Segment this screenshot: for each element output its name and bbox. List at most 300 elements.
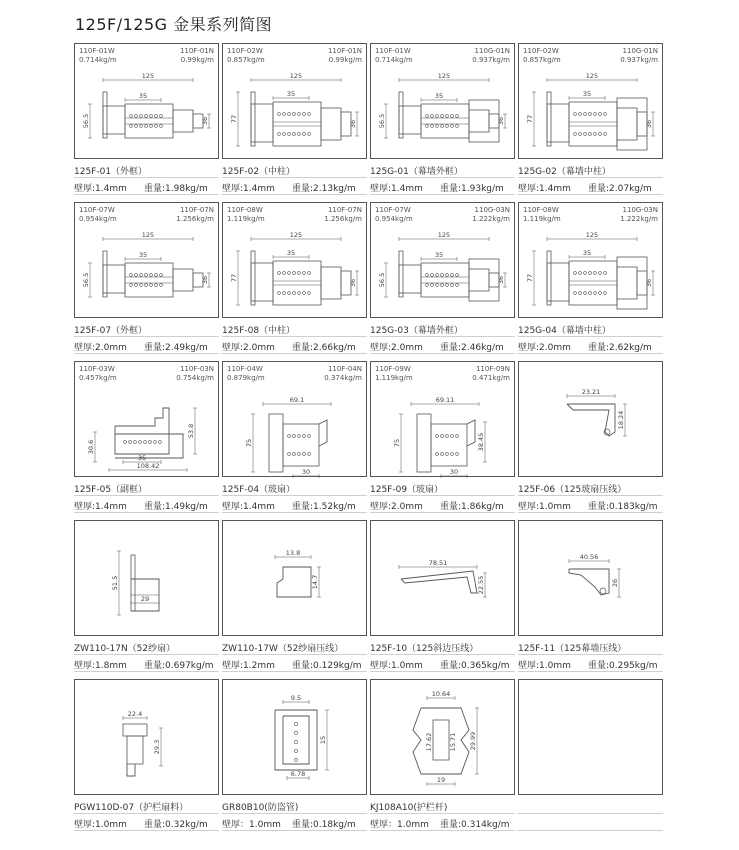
- profile-rect: [547, 104, 569, 142]
- dimension-label: 69.11: [435, 396, 455, 404]
- thermal-strip: [149, 441, 152, 444]
- part-code-left: 110F-03W 0.457kg/m: [79, 365, 117, 382]
- separator-line: [222, 194, 367, 195]
- profile-card-125f-09: [370, 361, 515, 477]
- thermal-strip: [441, 115, 444, 118]
- thermal-strip: [140, 115, 143, 118]
- thermal-strip: [574, 133, 577, 136]
- profile-rect: [294, 722, 297, 725]
- separator-line: [370, 495, 515, 496]
- profile-card-125f-04: [222, 361, 367, 477]
- thermal-strip: [308, 453, 311, 456]
- profile-name: 125G-04（幕墙中柱）: [518, 326, 611, 336]
- thermal-strip: [135, 125, 138, 128]
- profile-drawing: [223, 521, 368, 637]
- profile-rect: [469, 100, 499, 142]
- profile-drawing: [519, 680, 664, 796]
- dimension-label: 36: [201, 116, 209, 126]
- part-code-right: 110F-07N 1.256kg/m: [176, 206, 214, 223]
- unit-weight: 重量:0.365kg/m: [440, 661, 510, 671]
- profile-rect: [251, 92, 255, 146]
- thermal-strip: [451, 115, 454, 118]
- dimension-label: 35: [286, 90, 296, 98]
- separator-line: [370, 177, 515, 178]
- profile-name: 125G-03（幕墙外框）: [370, 326, 463, 336]
- part-code-right: 110F-03N 0.754kg/m: [176, 365, 214, 382]
- thermal-strip: [160, 115, 163, 118]
- part-code-right: 110G-03N 1.222kg/m: [620, 206, 658, 223]
- separator-line: [518, 671, 663, 672]
- dimension-label: 35: [286, 249, 296, 257]
- profile-drawing: [75, 203, 220, 319]
- dimension-label: 69.1: [289, 396, 305, 404]
- separator-line: [74, 671, 219, 672]
- thermal-strip: [288, 292, 291, 295]
- thermal-strip: [288, 453, 291, 456]
- profile-drawing: [371, 44, 516, 160]
- dimension-label: 78.51: [428, 559, 448, 567]
- dimension-label: 35: [138, 251, 148, 259]
- dimension-label: 125: [585, 72, 599, 80]
- separator-line: [370, 671, 515, 672]
- wall-thickness: 壁厚:1.2mm: [222, 661, 275, 671]
- thermal-strip: [150, 274, 153, 277]
- thermal-strip: [298, 292, 301, 295]
- separator-line: [518, 194, 663, 195]
- thermal-strip: [308, 113, 311, 116]
- dimension-label: 40.56: [579, 553, 599, 561]
- thermal-strip: [441, 284, 444, 287]
- profile-rect: [569, 261, 617, 305]
- thermal-strip: [456, 125, 459, 128]
- thermal-strip: [154, 441, 157, 444]
- separator-line: [518, 353, 663, 354]
- dimension-label: 35: [582, 249, 592, 257]
- profile-outline: [127, 764, 135, 776]
- thermal-strip: [303, 272, 306, 275]
- thermal-strip: [451, 274, 454, 277]
- thermal-strip: [446, 453, 449, 456]
- profile-drawing: [371, 680, 516, 796]
- profile-name: PGW110D-07（护栏扇料）: [74, 803, 189, 813]
- separator-line: [518, 336, 663, 337]
- profile-spec: [74, 817, 208, 830]
- profile-name: GR80B10(防盗管): [222, 803, 299, 813]
- profile-rect: [251, 104, 273, 142]
- profile-rect: [469, 259, 499, 301]
- thermal-strip: [303, 292, 306, 295]
- dimension-label: 125: [437, 72, 451, 80]
- profile-card-125f-08: [222, 202, 367, 318]
- separator-line: [518, 813, 663, 814]
- thermal-strip: [139, 441, 142, 444]
- thermal-strip: [579, 133, 582, 136]
- thermal-strip: [129, 441, 132, 444]
- thermal-strip: [456, 453, 459, 456]
- thermal-strip: [150, 115, 153, 118]
- separator-line: [74, 353, 219, 354]
- wall-thickness: 壁厚：1.0mm: [370, 820, 429, 830]
- thermal-strip: [426, 125, 429, 128]
- dimension-label: 36: [497, 116, 505, 126]
- profile-rect: [321, 108, 341, 140]
- part-code-left: 110F-02W 0.857kg/m: [227, 47, 265, 64]
- thermal-strip: [446, 435, 449, 438]
- thermal-strip: [298, 453, 301, 456]
- thermal-strip: [589, 272, 592, 275]
- part-code-left: 110F-02W 0.857kg/m: [523, 47, 561, 64]
- separator-line: [370, 512, 515, 513]
- thermal-strip: [303, 113, 306, 116]
- profile-drawing: [371, 203, 516, 319]
- unit-weight: 重量:0.697kg/m: [144, 661, 214, 671]
- thermal-strip: [134, 441, 137, 444]
- profile-rect: [617, 267, 637, 299]
- dimension-label: 56.5: [378, 113, 386, 129]
- dimension-label: 108.42: [136, 462, 160, 470]
- separator-line: [518, 654, 663, 655]
- profile-spec: [222, 658, 362, 671]
- thermal-strip: [446, 115, 449, 118]
- thermal-strip: [308, 133, 311, 136]
- profile-rect: [273, 261, 321, 305]
- thermal-strip: [426, 274, 429, 277]
- profile-drawing: [223, 44, 368, 160]
- dimension-label: 125: [437, 231, 451, 239]
- part-code-right: 110G-01N 0.937kg/m: [472, 47, 510, 64]
- part-code-left: 110F-01W 0.714kg/m: [79, 47, 117, 64]
- dimension-label: 15: [319, 735, 327, 745]
- profile-rect: [417, 414, 431, 472]
- thermal-strip: [599, 292, 602, 295]
- dimension-label: 77: [230, 114, 238, 124]
- thermal-strip: [599, 133, 602, 136]
- thermal-strip: [140, 274, 143, 277]
- thermal-strip: [308, 435, 311, 438]
- thermal-strip: [574, 272, 577, 275]
- unit-weight: 重量:0.295kg/m: [588, 661, 658, 671]
- profile-rect: [617, 108, 637, 140]
- dimension-label: 36: [349, 119, 357, 129]
- profile-name: 125F-10（125斜边压线）: [370, 644, 479, 654]
- profile-spec: [370, 499, 504, 512]
- thermal-strip: [278, 133, 281, 136]
- thermal-strip: [446, 284, 449, 287]
- dimension-label: 22.4: [127, 710, 143, 718]
- thermal-strip: [579, 272, 582, 275]
- thermal-strip: [604, 113, 607, 116]
- unit-weight: 重量:2.49kg/m: [144, 343, 208, 353]
- thermal-strip: [436, 125, 439, 128]
- profile-spec: [370, 658, 510, 671]
- profile-card-125f-11: [518, 520, 663, 636]
- wall-thickness: 壁厚:1.4mm: [74, 184, 127, 194]
- profile-rect: [123, 724, 147, 736]
- profile-card-125f-05: [74, 361, 219, 477]
- profile-outline: [115, 408, 169, 454]
- dimension-label: 35: [434, 92, 444, 100]
- thermal-strip: [303, 435, 306, 438]
- profile-rect: [399, 92, 403, 138]
- profile-rect: [399, 251, 403, 297]
- unit-weight: 重量:1.93kg/m: [440, 184, 504, 194]
- profile-card-zw110-17n: [74, 520, 219, 636]
- part-code-right: 110F-01N 0.99kg/m: [327, 47, 362, 64]
- thermal-strip: [278, 292, 281, 295]
- profile-rect: [431, 424, 467, 466]
- thermal-strip: [594, 272, 597, 275]
- profile-rect: [421, 263, 469, 297]
- unit-weight: 重量:1.86kg/m: [440, 502, 504, 512]
- separator-line: [74, 495, 219, 496]
- separator-line: [74, 177, 219, 178]
- separator-line: [74, 336, 219, 337]
- separator-line: [222, 830, 367, 831]
- unit-weight: 重量:2.46kg/m: [440, 343, 504, 353]
- profile-drawing: [519, 362, 664, 478]
- thermal-strip: [283, 272, 286, 275]
- thermal-strip: [308, 292, 311, 295]
- dimension-label: 53.8: [187, 423, 195, 439]
- profile-name: 125F-04（玻扇）: [222, 485, 296, 495]
- dimension-label: 9.5: [290, 694, 302, 702]
- unit-weight: 重量:0.18kg/m: [292, 820, 356, 830]
- thermal-strip: [293, 453, 296, 456]
- thermal-strip: [278, 272, 281, 275]
- separator-line: [222, 353, 367, 354]
- dimension-label: 6.78: [290, 770, 306, 778]
- dimension-label: 77: [526, 273, 534, 283]
- separator-line: [370, 194, 515, 195]
- dimension-label: 13.8: [285, 549, 301, 557]
- wall-thickness: 壁厚:2.0mm: [370, 502, 423, 512]
- profile-name: 125F-11（125幕墙压线）: [518, 644, 627, 654]
- thermal-strip: [599, 272, 602, 275]
- profile-rect: [547, 92, 551, 146]
- profile-rect: [399, 265, 421, 293]
- thermal-strip: [436, 115, 439, 118]
- profile-card-125f-01: [74, 43, 219, 159]
- thermal-strip: [293, 133, 296, 136]
- separator-line: [74, 512, 219, 513]
- profile-spec: [518, 658, 658, 671]
- thermal-strip: [298, 133, 301, 136]
- thermal-strip: [441, 125, 444, 128]
- thermal-strip: [160, 274, 163, 277]
- profile-drawing: [223, 680, 368, 796]
- thermal-strip: [293, 292, 296, 295]
- part-code-right: 110G-01N 0.937kg/m: [620, 47, 658, 64]
- profile-name: 125F-01（外框）: [74, 167, 148, 177]
- wall-thickness: 壁厚:1.4mm: [222, 184, 275, 194]
- profile-rect: [173, 269, 193, 291]
- profile-rect: [600, 588, 606, 594]
- thermal-strip: [283, 113, 286, 116]
- profile-name: 125F-02（中柱）: [222, 167, 296, 177]
- thermal-strip: [431, 274, 434, 277]
- unit-weight: 重量:0.32kg/m: [144, 820, 208, 830]
- thermal-strip: [278, 113, 281, 116]
- thermal-strip: [145, 115, 148, 118]
- unit-weight: 重量:2.62kg/m: [588, 343, 652, 353]
- thermal-strip: [283, 133, 286, 136]
- profile-name: 125F-09（玻扇）: [370, 485, 444, 495]
- profile-drawing: [519, 44, 664, 160]
- thermal-strip: [155, 274, 158, 277]
- profile-rect: [283, 424, 319, 466]
- profile-rect: [617, 257, 647, 309]
- profile-drawing: [75, 362, 220, 478]
- profile-name: ZW110-17W（52纱扇压线）: [222, 644, 344, 654]
- part-code-left: 110F-07W 0.954kg/m: [79, 206, 117, 223]
- dimension-label: 35: [138, 92, 148, 100]
- profile-rect: [547, 251, 551, 305]
- profile-outline: [275, 710, 317, 770]
- profile-rect: [469, 110, 489, 132]
- unit-weight: 重量:1.98kg/m: [144, 184, 208, 194]
- unit-weight: 重量:2.07kg/m: [588, 184, 652, 194]
- thermal-strip: [584, 292, 587, 295]
- unit-weight: 重量:1.52kg/m: [292, 502, 356, 512]
- profile-card-125f-02: [222, 43, 367, 159]
- thermal-strip: [124, 441, 127, 444]
- profile-card-125g-03: [370, 202, 515, 318]
- separator-line: [518, 177, 663, 178]
- thermal-strip: [436, 453, 439, 456]
- profile-outline: [467, 420, 475, 446]
- dimension-label: 30: [449, 468, 459, 476]
- separator-line: [370, 830, 515, 831]
- profile-name: 125G-02（幕墙中柱）: [518, 167, 611, 177]
- profile-rect: [399, 106, 421, 134]
- dimension-label: 51.5: [111, 575, 119, 591]
- wall-thickness: 壁厚:1.0mm: [518, 661, 571, 671]
- thermal-strip: [594, 133, 597, 136]
- profile-name: 125F-06（125玻扇压线）: [518, 485, 627, 495]
- dimension-label: 26: [611, 578, 619, 588]
- profile-rect: [617, 98, 647, 150]
- profile-name: 125F-08（中柱）: [222, 326, 296, 336]
- dimension-label: 35: [137, 454, 147, 462]
- thermal-strip: [155, 284, 158, 287]
- dimension-label: 36: [201, 275, 209, 285]
- profile-spec: [370, 817, 510, 830]
- profile-rect: [294, 758, 297, 761]
- profile-name: ZW110-17N（52纱扇）: [74, 644, 176, 654]
- separator-line: [370, 353, 515, 354]
- profile-rect: [103, 106, 125, 134]
- thermal-strip: [574, 113, 577, 116]
- separator-line: [518, 830, 663, 831]
- profile-drawing: [75, 680, 220, 796]
- profile-rect: [469, 269, 489, 291]
- profile-rect: [173, 110, 193, 132]
- thermal-strip: [288, 133, 291, 136]
- dimension-label: 35: [582, 90, 592, 98]
- profile-outline: [567, 404, 615, 436]
- thermal-strip: [145, 274, 148, 277]
- dimension-label: 56.5: [82, 272, 90, 288]
- profile-rect: [251, 263, 273, 301]
- part-code-right: 110F-04N 0.374kg/m: [324, 365, 362, 382]
- thermal-strip: [451, 284, 454, 287]
- profile-outline: [569, 569, 609, 595]
- thermal-strip: [130, 125, 133, 128]
- thermal-strip: [456, 274, 459, 277]
- thermal-strip: [303, 453, 306, 456]
- thermal-strip: [160, 125, 163, 128]
- profile-drawing: [371, 362, 516, 478]
- thermal-strip: [155, 115, 158, 118]
- separator-line: [222, 813, 367, 814]
- thermal-strip: [441, 435, 444, 438]
- thermal-strip: [589, 113, 592, 116]
- profile-drawing: [519, 203, 664, 319]
- wall-thickness: 壁厚:1.0mm: [74, 820, 127, 830]
- wall-thickness: 壁厚:1.4mm: [74, 502, 127, 512]
- profile-spec: [74, 658, 214, 671]
- profile-rect: [294, 731, 297, 734]
- part-code-left: 110F-08W 1.119kg/m: [523, 206, 561, 223]
- separator-line: [74, 813, 219, 814]
- part-code-right: 110F-01N 0.99kg/m: [179, 47, 214, 64]
- profile-drawing: [75, 44, 220, 160]
- profile-spec: [370, 181, 504, 194]
- thermal-strip: [589, 292, 592, 295]
- part-code-left: 110F-01W 0.714kg/m: [375, 47, 413, 64]
- dimension-label: 36: [497, 275, 505, 285]
- unit-weight: 重量:1.49kg/m: [144, 502, 208, 512]
- dimension-label: 30.6: [87, 439, 95, 455]
- profile-card-125f-07: [74, 202, 219, 318]
- thermal-strip: [436, 284, 439, 287]
- thermal-strip: [298, 113, 301, 116]
- separator-line: [74, 194, 219, 195]
- thermal-strip: [140, 125, 143, 128]
- wall-thickness: 壁厚：1.0mm: [222, 820, 281, 830]
- profile-rect: [569, 102, 617, 146]
- dimension-label: 75: [245, 438, 253, 448]
- thermal-strip: [288, 272, 291, 275]
- thermal-strip: [140, 284, 143, 287]
- thermal-strip: [604, 292, 607, 295]
- part-code-right: 110G-03N 1.222kg/m: [472, 206, 510, 223]
- part-code-left: 110F-09W 1.119kg/m: [375, 365, 413, 382]
- profile-drawing: [371, 521, 516, 637]
- profile-card-empty: [518, 679, 663, 795]
- thermal-strip: [451, 435, 454, 438]
- thermal-strip: [446, 274, 449, 277]
- profile-name: 125F-07（外框）: [74, 326, 148, 336]
- thermal-strip: [298, 435, 301, 438]
- thermal-strip: [599, 113, 602, 116]
- separator-line: [74, 830, 219, 831]
- profile-spec: [222, 817, 356, 830]
- dimension-label: 125: [289, 72, 303, 80]
- thermal-strip: [574, 292, 577, 295]
- dimension-label: 10.64: [431, 690, 451, 698]
- separator-line: [74, 654, 219, 655]
- thermal-strip: [584, 113, 587, 116]
- profile-drawing: [223, 362, 368, 478]
- thermal-strip: [436, 274, 439, 277]
- thermal-strip: [144, 441, 147, 444]
- thermal-strip: [451, 453, 454, 456]
- separator-line: [518, 495, 663, 496]
- thermal-strip: [150, 125, 153, 128]
- thermal-strip: [431, 125, 434, 128]
- thermal-strip: [160, 284, 163, 287]
